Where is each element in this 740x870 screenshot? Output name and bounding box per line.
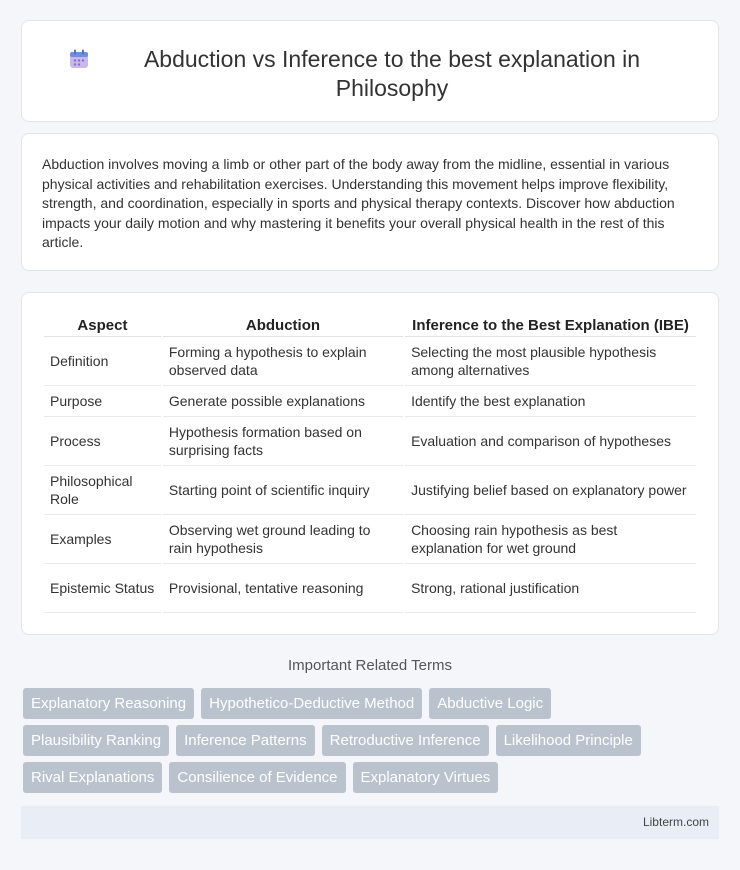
table-row xyxy=(44,337,696,386)
table-cell: Provisional, tentative reasoning xyxy=(163,564,403,613)
table-cell: Examples xyxy=(44,515,161,564)
table-row xyxy=(44,466,696,515)
tag-likelihood-principle[interactable]: Likelihood Principle xyxy=(496,725,641,756)
table-cell: Forming a hypothesis to explain observed data xyxy=(163,337,403,386)
table-cell: Definition xyxy=(44,337,161,386)
table-cell: Justifying belief based on explanatory power xyxy=(405,466,696,515)
table-row xyxy=(44,564,696,613)
comparison-table xyxy=(42,315,698,613)
table-cell: Hypothesis formation based on surprising facts xyxy=(163,417,403,466)
table-cell: Choosing rain hypothesis as best explanation for wet ground xyxy=(405,515,696,564)
comparison-card xyxy=(21,292,719,635)
tag-plausibility-ranking[interactable]: Plausibility Ranking xyxy=(23,725,169,756)
intro-text: Abduction involves moving a limb or other part of the body away from the midline, essential in various physical activities and rehabilitation exercises. Understanding this movement helps improve flexibility, strength, and coordination, especially in sports and physical therapy contexts. Discover how abduction impacts your daily motion and why mastering it benefits your overall physical health in the rest of this article. xyxy=(42,156,675,251)
tag-row xyxy=(23,725,723,756)
table-cell: Generate possible explanations xyxy=(163,386,403,417)
table-cell: Strong, rational justification xyxy=(405,564,696,613)
table-cell: Purpose xyxy=(44,386,161,417)
table-header-ibe: Inference to the Best Explanation (IBE) xyxy=(405,315,696,337)
tag-inference-patterns[interactable]: Inference Patterns xyxy=(176,725,315,756)
table-row xyxy=(44,386,696,417)
table-header-abduction: Abduction xyxy=(163,315,403,337)
table-header-aspect: Aspect xyxy=(44,315,161,337)
table-cell: Selecting the most plausible hypothesis among alternatives xyxy=(405,337,696,386)
page-title xyxy=(22,45,718,103)
table-cell: Identify the best explanation xyxy=(405,386,696,417)
footer-link[interactable]: Libterm.com xyxy=(642,815,709,829)
table-cell: Starting point of scientific inquiry xyxy=(163,466,403,515)
related-terms-title: Important Related Terms xyxy=(288,657,452,674)
title-card xyxy=(21,20,719,122)
table-cell: Epistemic Status xyxy=(44,564,161,613)
tag-retroductive-inference[interactable]: Retroductive Inference xyxy=(322,725,489,756)
tag-explanatory-reasoning[interactable]: Explanatory Reasoning xyxy=(23,688,194,719)
table-cell: Evaluation and comparison of hypotheses xyxy=(405,417,696,466)
table-cell: Observing wet ground leading to rain hypothesis xyxy=(163,515,403,564)
calendar-icon xyxy=(68,48,90,70)
intro-card xyxy=(21,133,719,271)
table-cell: Philosophical Role xyxy=(44,466,161,515)
footer xyxy=(21,806,719,839)
tag-rival-explanations[interactable]: Rival Explanations xyxy=(23,762,162,793)
related-terms xyxy=(23,688,723,799)
table-row xyxy=(44,417,696,466)
tag-row xyxy=(23,762,723,793)
tag-row xyxy=(23,688,723,719)
table-cell: Process xyxy=(44,417,161,466)
table-row xyxy=(44,515,696,564)
tag-hypothetico-deductive-method[interactable]: Hypothetico-Deductive Method xyxy=(201,688,422,719)
page-title-text: Abduction vs Inference to the best explanation in Philosophy xyxy=(143,46,641,101)
tag-abductive-logic[interactable]: Abductive Logic xyxy=(429,688,551,719)
tag-explanatory-virtues[interactable]: Explanatory Virtues xyxy=(353,762,499,793)
tag-consilience-of-evidence[interactable]: Consilience of Evidence xyxy=(169,762,345,793)
